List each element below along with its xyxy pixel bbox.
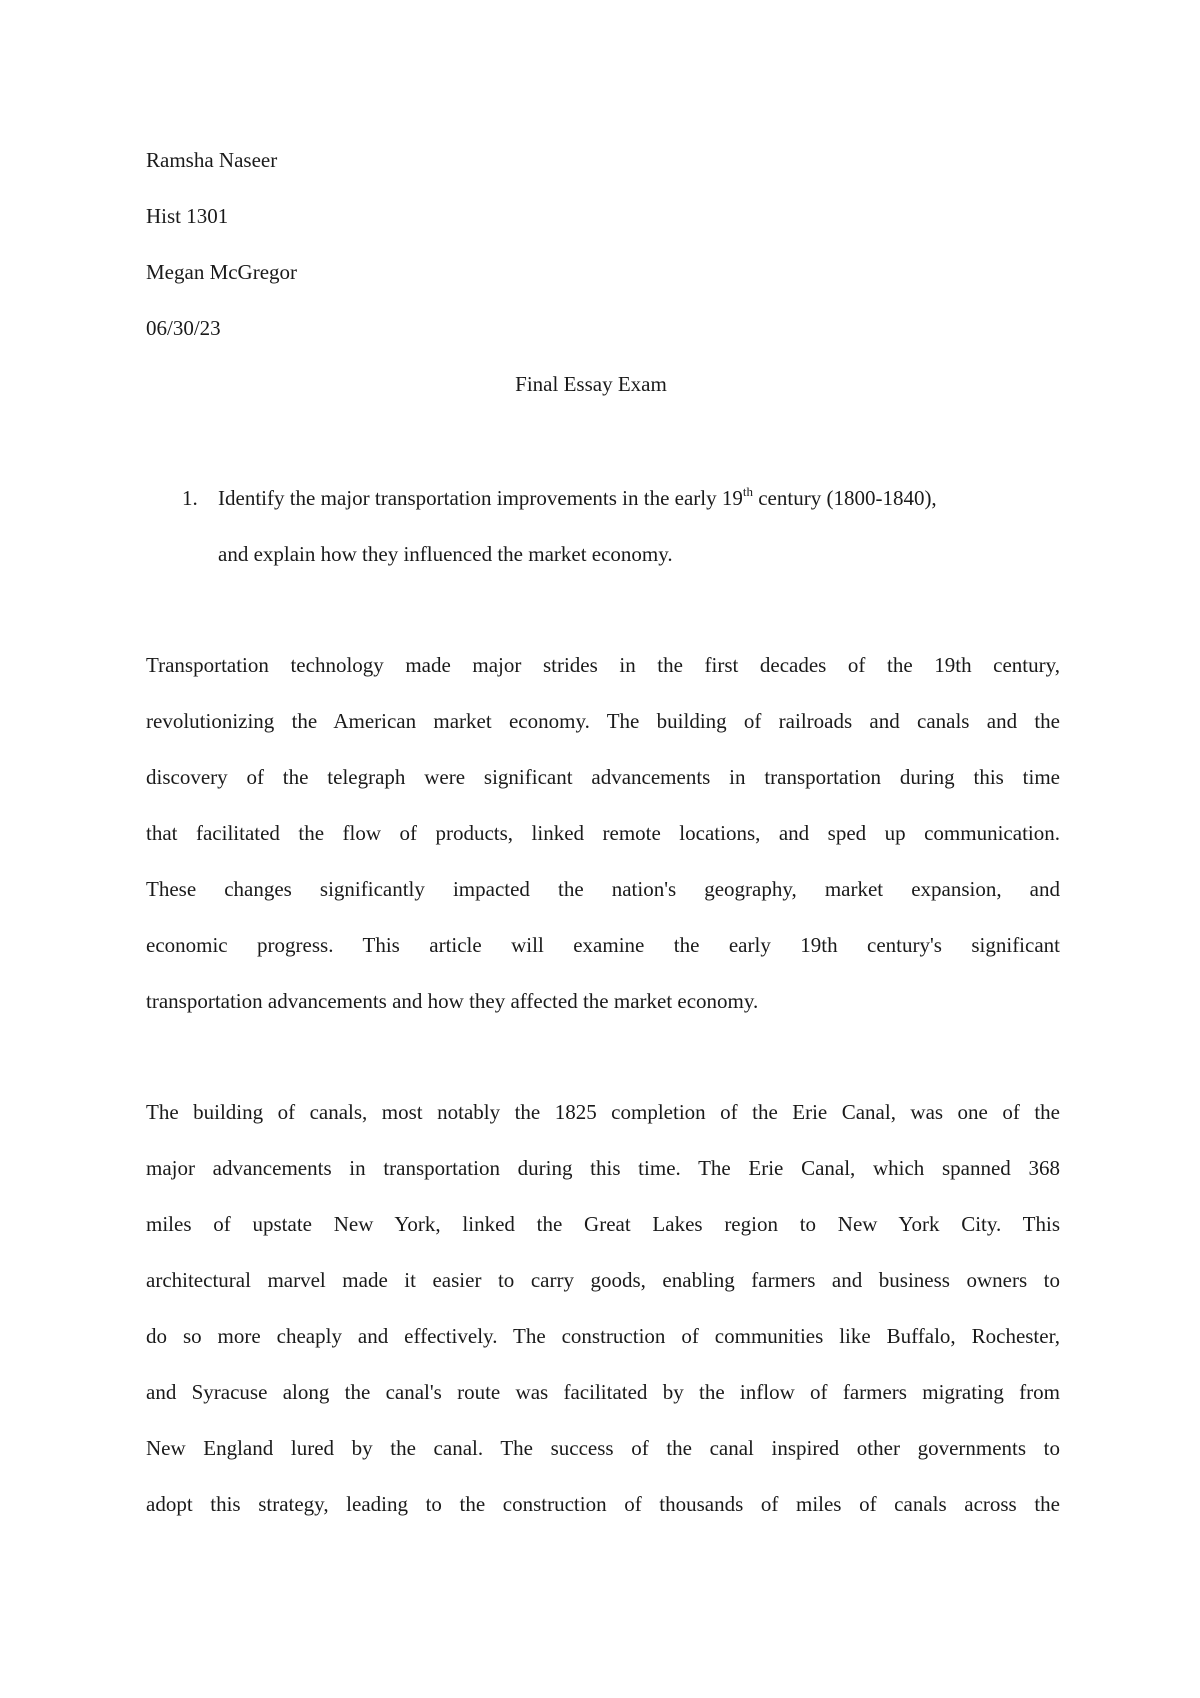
instructor-name: Megan McGregor	[146, 260, 298, 284]
paragraph-2-line: New England lured by the canal. The success of the canal inspired other governments to	[146, 1436, 1060, 1460]
paragraph-1-line: transportation advancements and how they affected the market economy.	[146, 989, 759, 1013]
course-code: Hist 1301	[146, 204, 229, 228]
paragraph-1-line: discovery of the telegraph were significant advancements in transportation during this time	[146, 765, 1060, 789]
paragraph-2-line: The building of canals, most notably the 1825 completion of the Erie Canal, was one of the	[146, 1100, 1060, 1124]
question-number: 1.	[182, 486, 198, 510]
paragraph-1-line: that facilitated the flow of products, linked remote locations, and sped up communication.	[146, 821, 1060, 845]
author-name: Ramsha Naseer	[146, 148, 278, 172]
paragraph-2-line: and Syracuse along the canal's route was facilitated by the inflow of farmers migrating from	[146, 1380, 1060, 1404]
question-superscript: th	[742, 484, 753, 499]
paragraph-2-line: miles of upstate New York, linked the Great Lakes region to New York City. This	[146, 1212, 1060, 1236]
page-title: Final Essay Exam	[515, 372, 667, 396]
paragraph-1-line: economic progress. This article will examine the early 19th century's significant	[146, 933, 1060, 957]
paragraph-1-line: revolutionizing the American market economy. The building of railroads and canals and the	[146, 709, 1060, 733]
question-line-2: and explain how they influenced the market economy.	[218, 542, 673, 566]
paragraph-2-line: major advancements in transportation during this time. The Erie Canal, which spanned 368	[146, 1156, 1060, 1180]
question-line-1-text: Identify the major transportation improvements in the early 19	[218, 486, 743, 510]
paragraph-2-line: architectural marvel made it easier to carry goods, enabling farmers and business owners to	[146, 1268, 1060, 1292]
paragraph-2-line: do so more cheaply and effectively. The construction of communities like Buffalo, Rochester,	[146, 1324, 1060, 1348]
paragraph-1-line: Transportation technology made major strides in the first decades of the 19th century,	[146, 653, 1060, 677]
date: 06/30/23	[146, 316, 221, 340]
question-line-1-tail: century (1800-1840),	[752, 486, 937, 510]
paragraph-1-line: These changes significantly impacted the nation's geography, market expansion, and	[146, 877, 1060, 901]
question-line-1	[218, 484, 937, 510]
paragraph-2-line: adopt this strategy, leading to the construction of thousands of miles of canals across the	[146, 1492, 1060, 1516]
